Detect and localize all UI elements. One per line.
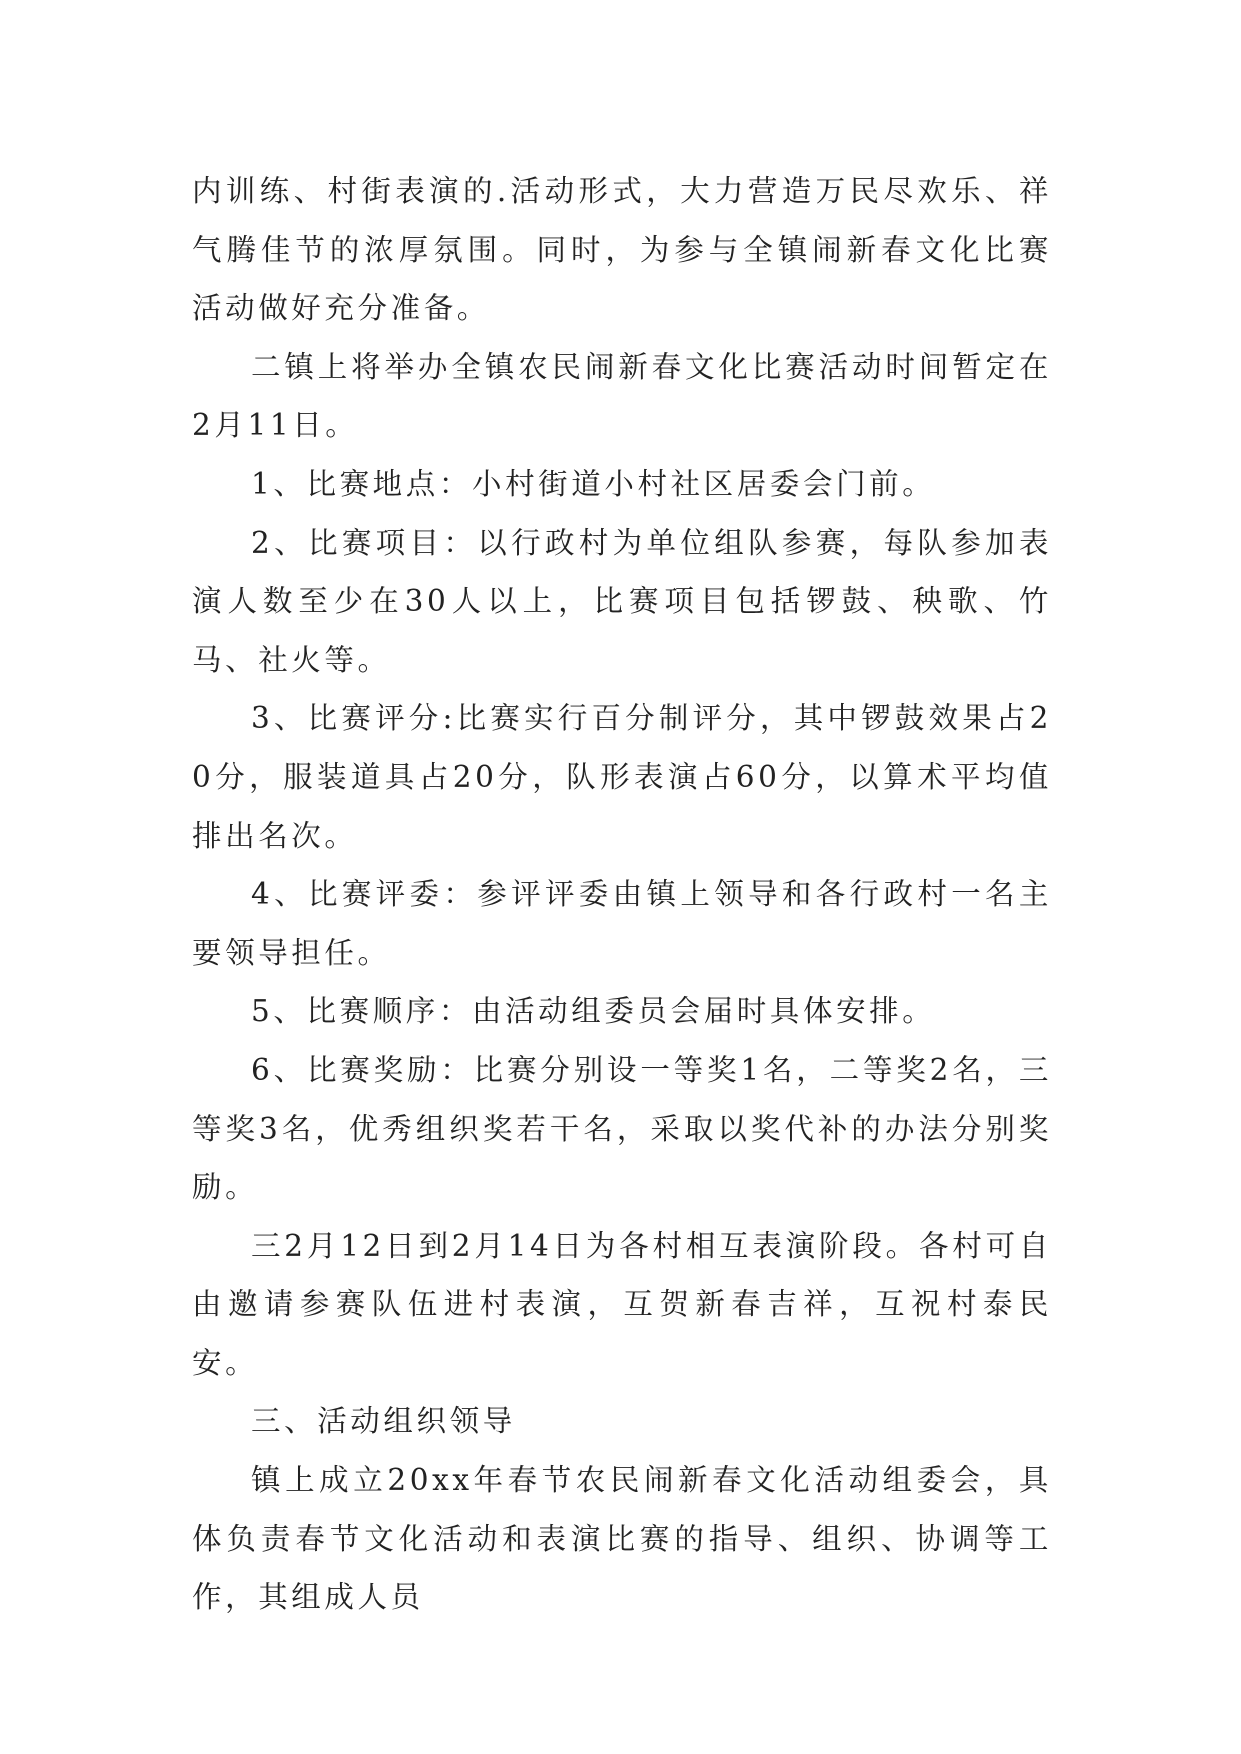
paragraph-judges: 4、比赛评委：参评评委由镇上领导和各行政村一名主要领导担任。: [192, 877, 1052, 970]
document-body: [192, 162, 1052, 1627]
section-heading-organization: 三、活动组织领导: [251, 1404, 516, 1439]
paragraph-mutual-performance: 三2月12日到2月14日为各村相互表演阶段。各村可自由邀请参赛队伍进村表演，互贺新春吉祥，互祝村泰民安。: [192, 1228, 1052, 1380]
paragraph-activity-form: 内训练、村街表演的.活动形式，大力营造万民尽欢乐、祥气腾佳节的浓厚氛围。同时，为参与全镇闹新春文化比赛活动做好充分准备。: [192, 174, 1052, 326]
paragraph-venue: 1、比赛地点：小村街道小村社区居委会门前。: [251, 466, 936, 501]
paragraph-order: 5、比赛顺序：由活动组委员会届时具体安排。: [251, 994, 936, 1029]
paragraph-scoring: 3、比赛评分:比赛实行百分制评分，其中锣鼓效果占20分，服装道具占20分，队形表演占60分，以算术平均值排出名次。: [192, 701, 1052, 853]
paragraph-competition-date: 二镇上将举办全镇农民闹新春文化比赛活动时间暂定在2月11日。: [192, 349, 1052, 443]
paragraph-committee: 镇上成立20xx年春节农民闹新春文化活动组委会，具体负责春节文化活动和表演比赛的指导、组织、协调等工作，其组成人员: [192, 1463, 1052, 1615]
paragraph-awards: 6、比赛奖励：比赛分别设一等奖1名，二等奖2名，三等奖3名，优秀组织奖若干名，采取以奖代补的办法分别奖励。: [192, 1052, 1052, 1205]
paragraph-events: 2、比赛项目：以行政村为单位组队参赛，每队参加表演人数至少在30人以上，比赛项目包括锣鼓、秧歌、竹马、社火等。: [192, 525, 1052, 677]
